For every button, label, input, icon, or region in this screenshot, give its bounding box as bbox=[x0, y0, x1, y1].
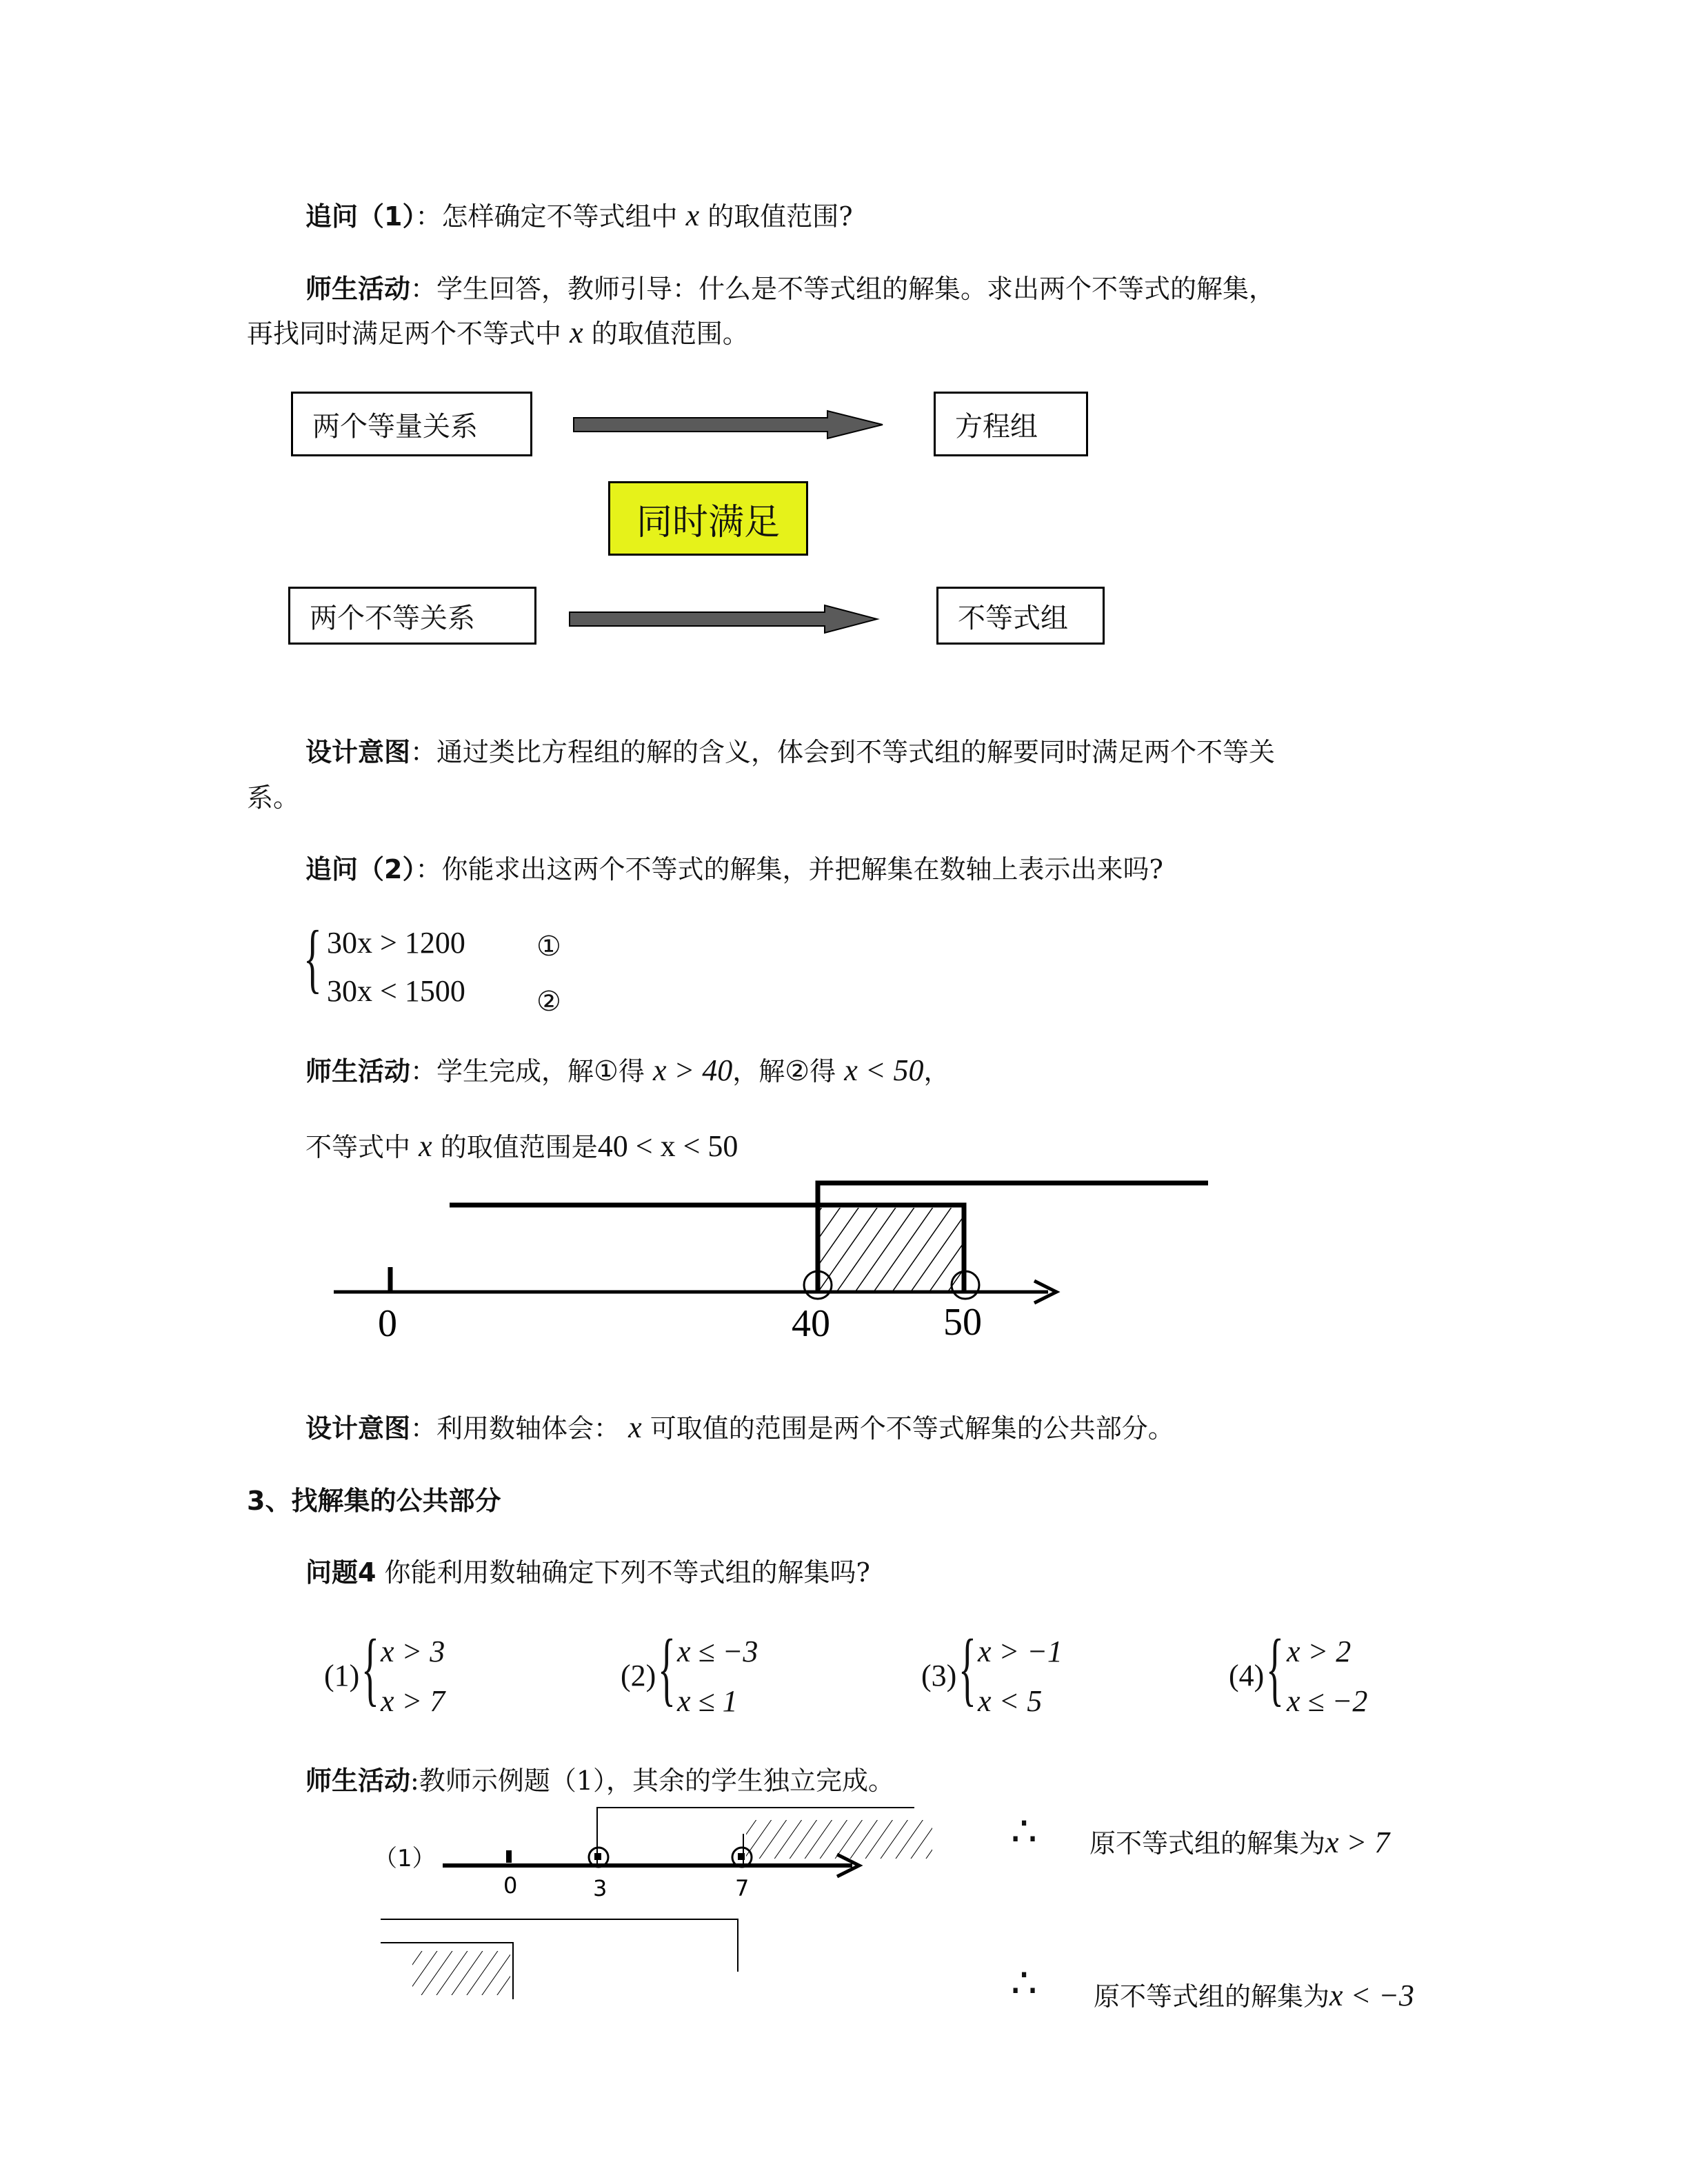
open-circle-40 bbox=[804, 1271, 832, 1299]
example-2-result-text: 原不等式组的解集为 bbox=[1094, 1981, 1330, 2012]
question-1-line bbox=[305, 200, 853, 232]
question-2-label: 追问（2） bbox=[305, 854, 416, 884]
activity-2-t4: 得 bbox=[810, 1056, 836, 1086]
solution-bracket-x-lt-50 bbox=[450, 1205, 964, 1292]
problem-4-text: 你能利用数轴确定下列不等式组的解集吗? bbox=[384, 1557, 870, 1588]
system-brace: { bbox=[303, 916, 322, 1001]
system-2-number: (2) bbox=[621, 1659, 656, 1692]
system-2-b: x ≤ 1 bbox=[677, 1684, 738, 1718]
system-4-brace: { bbox=[1266, 1622, 1284, 1714]
arrow-right-icon bbox=[574, 411, 883, 438]
system-3-b: x < 5 bbox=[978, 1684, 1043, 1718]
box-satisfy-both: 同时满足 bbox=[608, 481, 808, 556]
example-1-result-text: 原不等式组的解集为 bbox=[1089, 1828, 1326, 1859]
mark-1: ① bbox=[536, 931, 561, 962]
design-intent-1-label: 设计意图 bbox=[305, 737, 411, 767]
design-intent-1-line2-text: 系。 bbox=[247, 782, 300, 813]
design-intent-2-text-b: 可取值的范围是两个不等式解集的公共部分。 bbox=[650, 1413, 1174, 1444]
solution-bracket-x-le-1 bbox=[381, 1919, 738, 1972]
design-intent-1-text: ：通过类比方程组的解的含义，体会到不等式组的解要同时满足两个不等关 bbox=[410, 737, 1276, 767]
axis-arrow-icon bbox=[1034, 1281, 1056, 1303]
system-4-number: (4) bbox=[1229, 1659, 1265, 1692]
activity-2-t3: ，解 bbox=[732, 1056, 785, 1086]
question-2-line bbox=[305, 853, 1163, 885]
design-intent-2-line bbox=[305, 1412, 1174, 1444]
section-3-title: 3、找解集的公共部分 bbox=[247, 1486, 501, 1516]
solution-bracket-x-gt-40 bbox=[818, 1183, 1208, 1292]
example-1-number: （1） bbox=[374, 1845, 436, 1872]
problem-4-line bbox=[305, 1557, 870, 1588]
system-1-a: x > 3 bbox=[381, 1635, 445, 1668]
tick-label-0: 0 bbox=[378, 1302, 397, 1345]
example-2-result-value: x < −3 bbox=[1329, 1979, 1414, 2012]
activity-1-label: 师生活动 bbox=[305, 274, 411, 304]
common-part-hatch bbox=[818, 1208, 963, 1292]
activity-1-line2-a: 再找同时满足两个不等式中 bbox=[247, 318, 562, 349]
hatch-x-le-minus3 bbox=[412, 1951, 510, 1995]
activity-3-line bbox=[305, 1765, 894, 1797]
box-inequality-system: 不等式组 bbox=[936, 587, 1105, 645]
system-3-brace: { bbox=[958, 1622, 976, 1714]
var-x: x bbox=[570, 316, 583, 350]
solution-bracket-x-le-minus3 bbox=[381, 1943, 513, 1999]
system-1-brace: { bbox=[361, 1622, 379, 1714]
tick-label-40: 40 bbox=[792, 1302, 830, 1345]
question-2-text: ：你能求出这两个不等式的解集，并把解集在数轴上表示出来吗? bbox=[415, 854, 1163, 884]
system-3-a: x > −1 bbox=[978, 1635, 1063, 1668]
open-circle-7 bbox=[732, 1848, 752, 1867]
therefore-icon: ∴ bbox=[1011, 1808, 1038, 1856]
activity-1-text: ：学生回答，教师引导：什么是不等式组的解集。求出两个不等式的解集， bbox=[410, 274, 1276, 304]
example-1-result bbox=[1089, 1827, 1389, 1859]
activity-2-line bbox=[305, 1055, 950, 1087]
range-line-range: 40 < x < 50 bbox=[597, 1129, 738, 1163]
system-4-b: x ≤ −2 bbox=[1287, 1684, 1368, 1718]
activity-3-label: 师生活动 bbox=[305, 1766, 411, 1796]
therefore-icon: ∴ bbox=[1011, 1959, 1038, 2008]
system-2-a: x ≤ −3 bbox=[677, 1635, 758, 1668]
activity-2-result2: x < 50 bbox=[844, 1053, 924, 1087]
activity-2-t1: ：学生完成，解 bbox=[410, 1056, 594, 1086]
system-3-number: (3) bbox=[921, 1659, 957, 1692]
design-intent-2-text-a: ：利用数轴体会： bbox=[410, 1413, 621, 1444]
var-x: x bbox=[628, 1410, 642, 1444]
system-4-a: x > 2 bbox=[1287, 1635, 1352, 1668]
mark-2: ② bbox=[536, 986, 561, 1018]
range-line-text: 不等式中 bbox=[305, 1132, 411, 1162]
problem-4-label: 问题4 bbox=[305, 1557, 376, 1588]
design-intent-2-label: 设计意图 bbox=[305, 1413, 411, 1444]
example-2-result bbox=[1094, 1980, 1414, 2012]
activity-2-mark2: ② bbox=[785, 1055, 810, 1087]
box-two-equal-relations: 两个等量关系 bbox=[291, 392, 532, 456]
system-2-brace: { bbox=[658, 1622, 676, 1714]
range-line bbox=[305, 1131, 738, 1163]
arrow-right-icon bbox=[570, 605, 877, 633]
open-circle-3 bbox=[589, 1848, 608, 1867]
activity-2-label: 师生活动 bbox=[305, 1056, 411, 1086]
activity-2-mark1: ① bbox=[594, 1055, 619, 1087]
activity-2-t5: ， bbox=[923, 1056, 950, 1086]
question-1-text-b: 的取值范围? bbox=[707, 201, 853, 232]
question-1-label: 追问（1） bbox=[305, 201, 416, 232]
hatch-x-gt-7 bbox=[746, 1820, 932, 1859]
inequality-2: 30x < 1500 bbox=[327, 974, 465, 1008]
design-intent-1-line2 bbox=[247, 782, 299, 813]
var-x: x bbox=[419, 1129, 432, 1163]
activity-1-line2 bbox=[247, 317, 749, 350]
axis-arrow-icon bbox=[837, 1854, 859, 1877]
system-1-number: (1) bbox=[324, 1659, 360, 1692]
activity-2-result1: x > 40 bbox=[653, 1053, 733, 1087]
tick-label-0: 0 bbox=[503, 1872, 518, 1899]
inequality-1: 30x > 1200 bbox=[327, 926, 465, 960]
tick-0 bbox=[506, 1850, 512, 1863]
var-x: x bbox=[685, 199, 700, 232]
tick-label-7: 7 bbox=[735, 1875, 750, 1901]
question-1-text-a: ：怎样确定不等式组中 bbox=[415, 201, 678, 232]
range-line-text2: 的取值范围是 bbox=[440, 1132, 598, 1162]
box-equation-system: 方程组 bbox=[934, 392, 1088, 456]
activity-1-line2-b: 的取值范围。 bbox=[591, 318, 749, 349]
tick-label-50: 50 bbox=[943, 1301, 982, 1344]
activity-1-line1 bbox=[305, 273, 1275, 305]
open-circle-50 bbox=[952, 1271, 979, 1299]
system-1-b: x > 7 bbox=[381, 1684, 445, 1718]
box-two-inequality-relations: 两个不等关系 bbox=[288, 587, 536, 645]
example-1-result-value: x > 7 bbox=[1325, 1826, 1390, 1859]
tick-label-3: 3 bbox=[593, 1875, 607, 1901]
solution-bracket-x-gt-3 bbox=[597, 1808, 914, 1866]
design-intent-1-line1 bbox=[305, 736, 1275, 768]
activity-3-text: :教师示例题（1），其余的学生独立完成。 bbox=[410, 1766, 894, 1796]
activity-2-t2: 得 bbox=[618, 1056, 645, 1086]
